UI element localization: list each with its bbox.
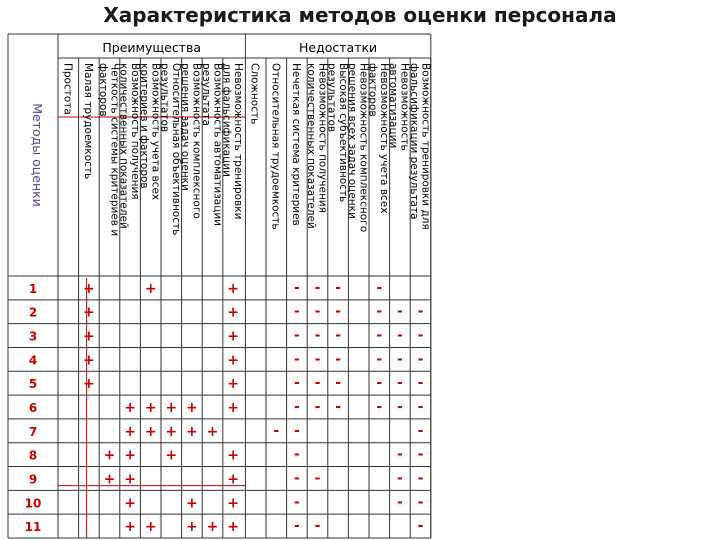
row-label-6: 6	[28, 401, 38, 415]
minus-mark: -	[417, 446, 424, 463]
plus-mark: +	[206, 423, 219, 440]
minus-mark: -	[417, 518, 424, 535]
minus-mark: -	[335, 303, 342, 320]
plus-mark: +	[186, 519, 198, 536]
plus-mark: +	[186, 400, 198, 416]
column-header-17-line-2: автоматизации	[387, 63, 400, 149]
minus-mark: -	[293, 351, 300, 368]
plus-mark: +	[165, 400, 178, 416]
minus-mark: -	[314, 327, 321, 344]
plus-mark: +	[124, 519, 136, 536]
minus-mark: -	[376, 327, 383, 344]
minus-mark: -	[376, 351, 383, 368]
plus-mark: +	[124, 423, 136, 440]
plus-mark: +	[227, 304, 239, 321]
minus-mark: -	[417, 303, 424, 320]
row-label-7: 7	[28, 424, 38, 439]
plus-mark: +	[103, 447, 116, 464]
corner-label-methods: Методы оценки	[30, 103, 45, 207]
minus-mark: -	[314, 279, 321, 296]
column-header-14-line-1: Высокая субъективность	[336, 63, 349, 203]
minus-mark: -	[293, 279, 300, 296]
column-header-4-line-2: количественных показателей	[117, 63, 130, 229]
row-label-11: 11	[24, 520, 42, 535]
minus-mark: -	[396, 470, 403, 487]
minus-mark: -	[335, 375, 342, 392]
minus-mark: -	[314, 375, 321, 392]
plus-mark: +	[144, 280, 157, 297]
column-header-10-line-1: Сложность	[248, 63, 261, 125]
minus-mark: -	[293, 494, 300, 511]
column-header-15-line-2: решения всех задач оценки	[345, 63, 358, 219]
column-header-5-line-2: критериев и факторов	[137, 63, 150, 189]
column-header-7-line-1: Возможность комплексного	[190, 63, 203, 219]
minus-mark: -	[396, 375, 403, 392]
minus-mark: -	[293, 518, 300, 535]
column-header-12-line-1: Нечеткая система критериев	[289, 63, 302, 226]
plus-mark: +	[144, 400, 157, 416]
page-title: Характеристика методов оценки персонала	[103, 3, 617, 27]
plus-mark: +	[186, 495, 198, 512]
minus-mark: -	[396, 303, 403, 320]
row-label-9: 9	[28, 472, 38, 487]
column-header-16-line-1: Невозможность учета всех	[378, 63, 391, 214]
plus-mark: +	[83, 376, 95, 393]
plus-mark: +	[124, 447, 136, 464]
column-header-15-line-1: Невозможность комплексного	[357, 63, 370, 233]
column-header-7-line-2: решения задач оценки	[179, 63, 192, 191]
minus-mark: -	[314, 351, 321, 368]
plus-mark: +	[227, 447, 239, 464]
column-header-3-line-2: факторов	[96, 63, 109, 117]
plus-mark: +	[227, 352, 239, 369]
plus-mark: +	[227, 471, 239, 488]
plus-mark: +	[83, 352, 95, 369]
column-header-8-line-2: результата	[199, 63, 212, 126]
minus-mark: -	[335, 279, 342, 296]
minus-mark: -	[396, 399, 403, 415]
minus-mark: -	[314, 303, 321, 320]
plus-mark: +	[83, 280, 95, 297]
column-header-17-line-1: Невозможность	[398, 63, 411, 151]
minus-mark: -	[417, 399, 424, 415]
minus-mark: -	[417, 375, 424, 392]
plus-mark: +	[165, 423, 178, 440]
row-label-5: 5	[28, 377, 38, 392]
column-header-3-line-1: Четкость системы критериев и	[108, 63, 121, 237]
column-header-18-line-1: Возможность тренировки для	[419, 63, 432, 230]
row-label-2: 2	[28, 305, 38, 320]
column-header-13-line-2: количественных показателей	[304, 63, 317, 229]
row-label-10: 10	[24, 496, 42, 511]
minus-mark: -	[376, 375, 383, 392]
plus-mark: +	[144, 423, 157, 440]
minus-mark: -	[293, 327, 300, 344]
minus-mark: -	[396, 494, 403, 511]
plus-mark: +	[83, 328, 95, 345]
minus-mark: -	[293, 446, 300, 463]
column-header-6-line-2: результатов	[158, 63, 171, 133]
column-header-16-line-2: факторов	[366, 63, 379, 117]
minus-mark: -	[335, 399, 342, 415]
plus-mark: +	[103, 471, 116, 488]
column-header-1-line-1: Простота	[61, 63, 74, 115]
minus-mark: -	[376, 279, 383, 296]
minus-mark: -	[314, 470, 321, 487]
minus-mark: -	[293, 375, 300, 392]
minus-mark: -	[335, 327, 342, 344]
row-label-4: 4	[28, 353, 38, 368]
minus-mark: -	[335, 351, 342, 368]
column-header-13-line-1: Невозможность получения	[316, 63, 329, 213]
plus-mark: +	[206, 519, 219, 536]
column-header-18-line-2: фальсификации результата	[407, 63, 420, 220]
column-header-9-line-2: для фальсификации	[220, 63, 233, 177]
plus-mark: +	[227, 495, 239, 512]
minus-mark: -	[417, 327, 424, 344]
plus-mark: +	[83, 304, 95, 321]
minus-mark: -	[293, 470, 300, 487]
minus-mark: -	[314, 518, 321, 535]
group-header-advantages: Преимущества	[102, 40, 202, 55]
column-header-8-line-1: Возможность автоматизации	[211, 63, 224, 226]
minus-mark: -	[293, 422, 300, 439]
row-label-1: 1	[28, 281, 38, 296]
plus-mark: +	[186, 423, 198, 440]
minus-mark: -	[417, 470, 424, 487]
column-header-11-line-1: Относительная трудоемкость	[269, 63, 282, 230]
minus-mark: -	[293, 399, 300, 415]
plus-mark: +	[165, 447, 178, 464]
minus-mark: -	[417, 422, 424, 439]
minus-mark: -	[417, 351, 424, 368]
row-label-3: 3	[28, 329, 38, 344]
minus-mark: -	[314, 399, 321, 415]
group-header-disadvantages: Недостатки	[299, 40, 378, 55]
plus-mark: +	[124, 400, 136, 416]
minus-mark: -	[396, 327, 403, 344]
column-header-14-line-2: результатов	[325, 63, 338, 133]
column-header-6-line-1: Относительная объективность	[170, 63, 183, 236]
minus-mark: -	[293, 303, 300, 320]
plus-mark: +	[227, 280, 239, 297]
column-header-4-line-1: Возможность получения	[128, 63, 141, 200]
plus-mark: +	[124, 471, 136, 488]
minus-mark: -	[396, 446, 403, 463]
minus-mark: -	[376, 399, 383, 415]
column-header-5-line-1: Возможность учета всех	[149, 63, 162, 201]
plus-mark: +	[124, 495, 136, 512]
minus-mark: -	[376, 303, 383, 320]
plus-mark: +	[144, 519, 157, 536]
minus-mark: -	[273, 422, 280, 439]
column-header-9-line-1: Невозможность тренировки	[231, 63, 244, 220]
plus-mark: +	[227, 400, 239, 416]
column-header-2-line-1: Малая трудоемкость	[81, 63, 94, 180]
minus-mark: -	[396, 351, 403, 368]
row-label-8: 8	[28, 448, 38, 463]
minus-mark: -	[417, 494, 424, 511]
plus-mark: +	[227, 376, 239, 393]
plus-mark: +	[227, 519, 239, 536]
plus-mark: +	[227, 328, 239, 345]
